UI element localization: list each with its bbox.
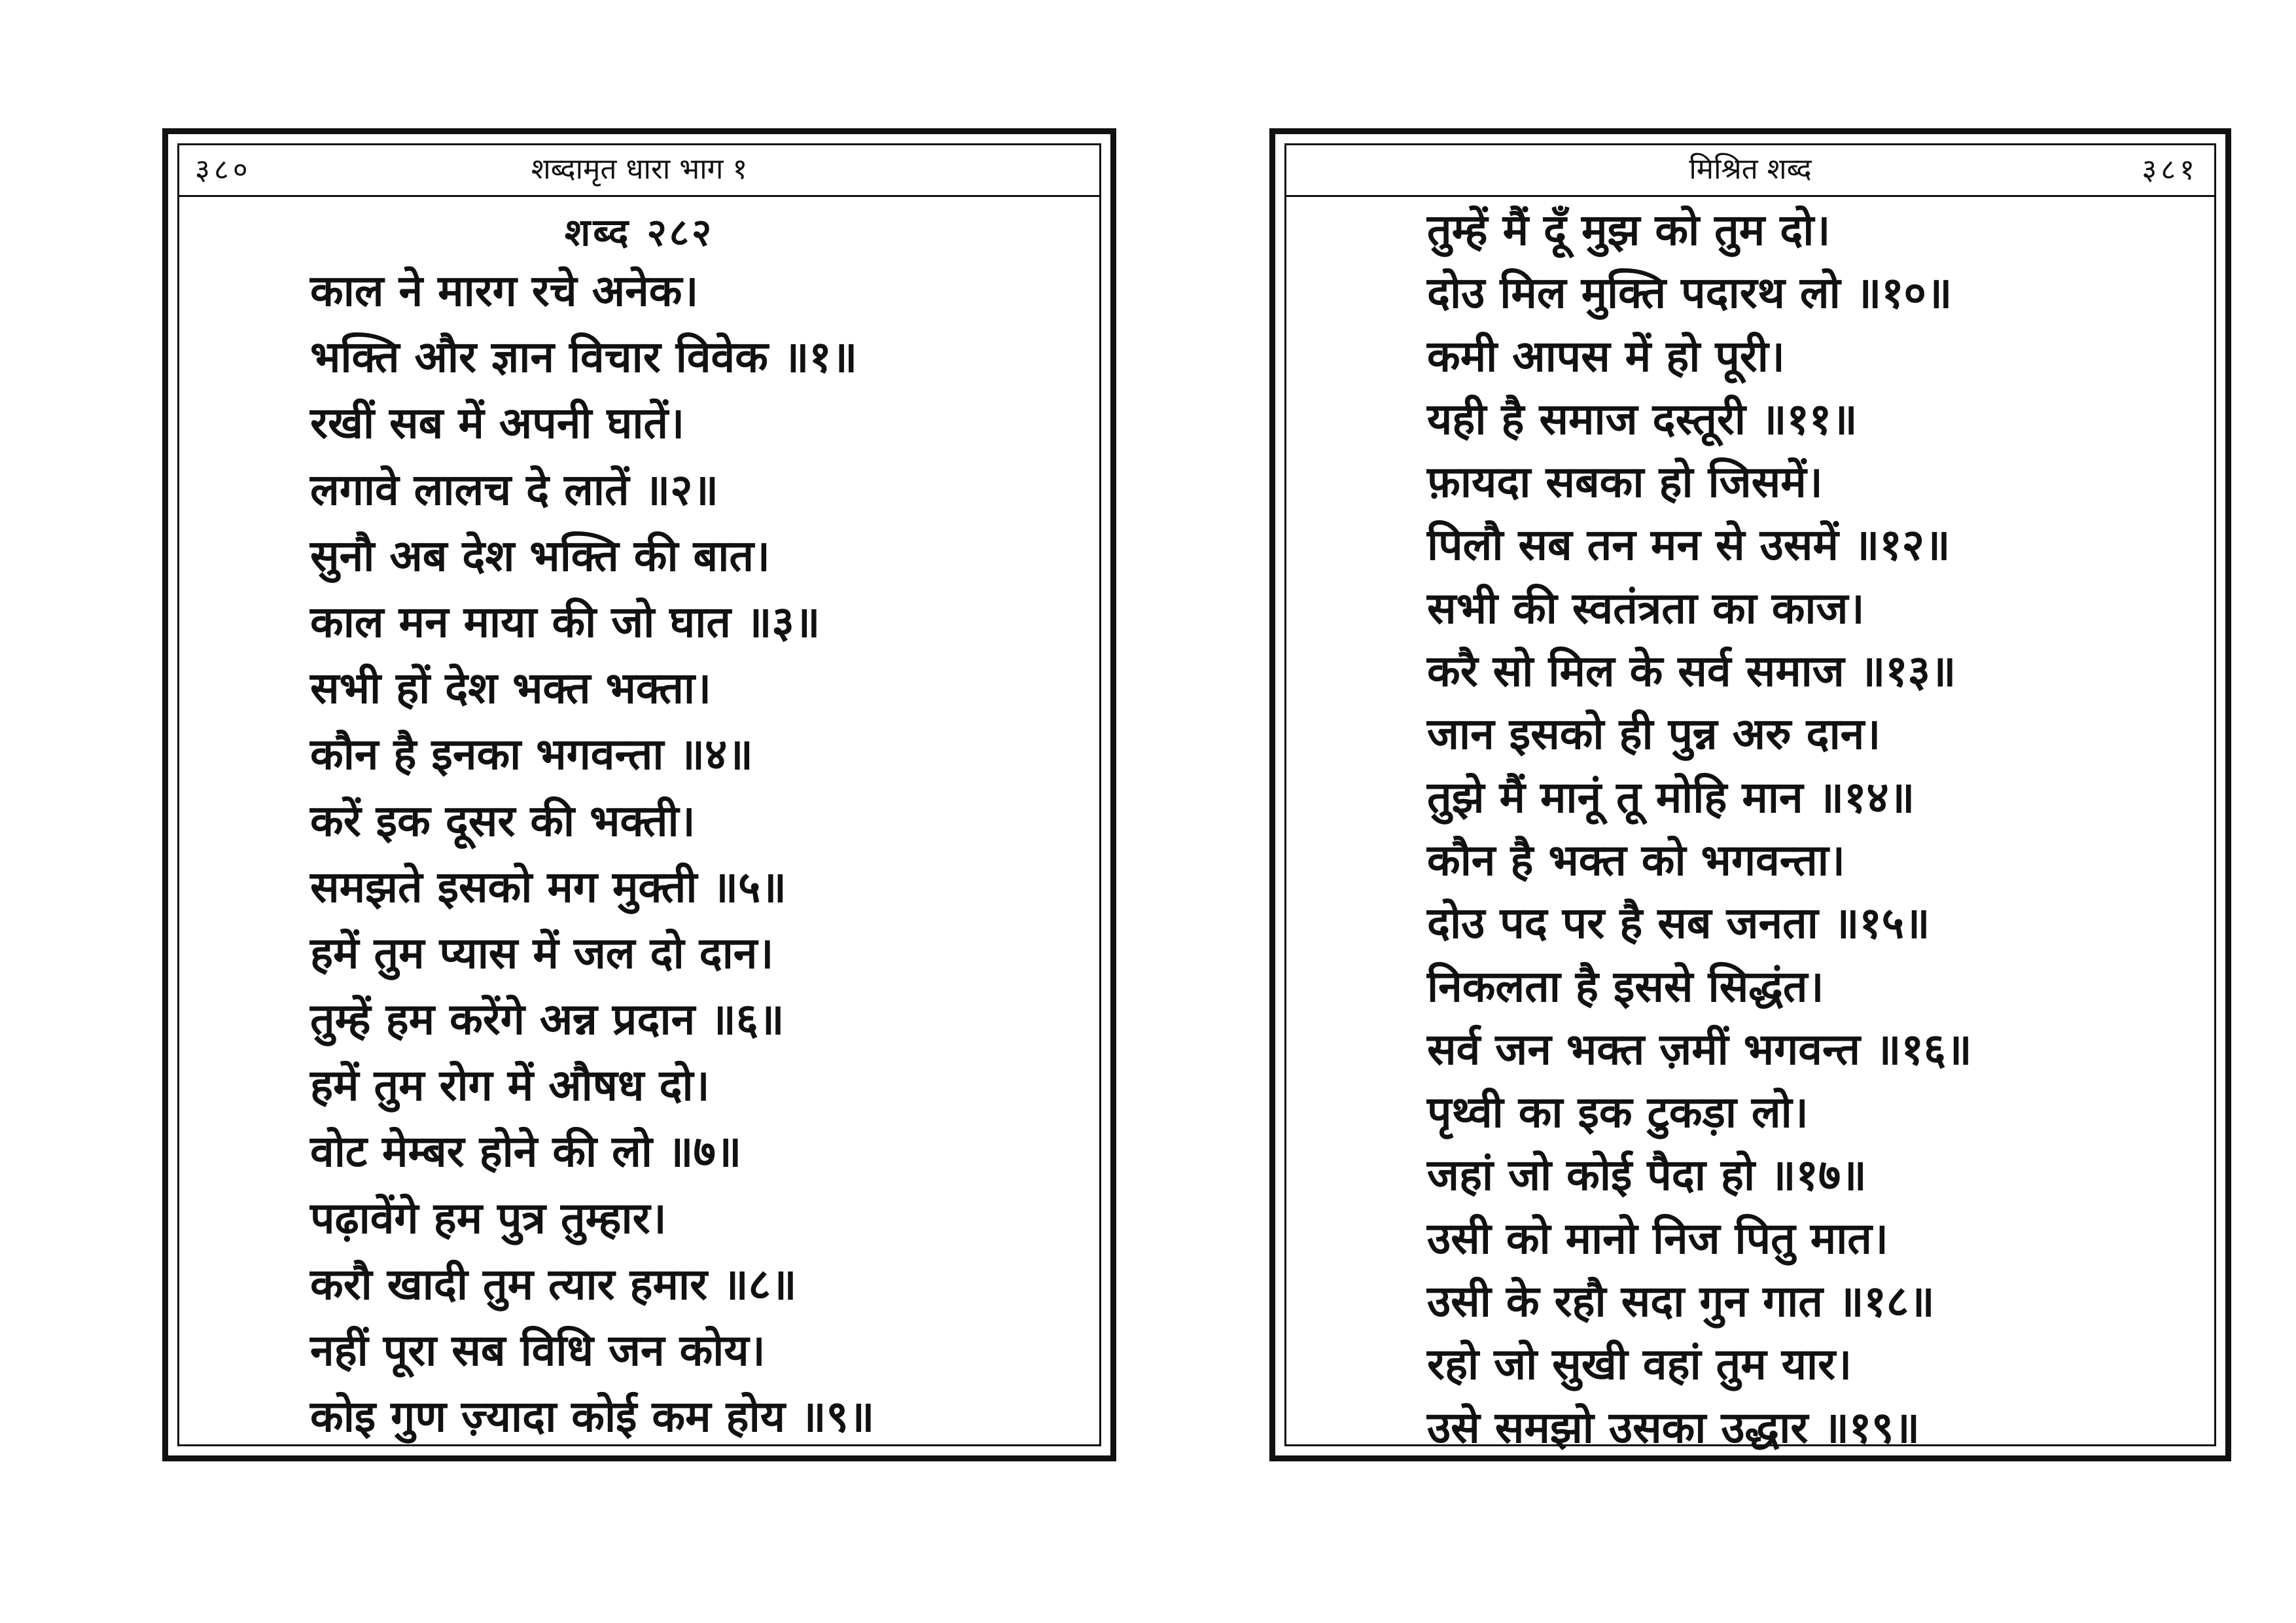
left-verse-line [310, 788, 984, 854]
left-verse-line-text: हमें तुम प्यास में जल दो दान। [310, 927, 774, 978]
left-verse-line-text: कौन है इनका भगवन्ता ॥४॥ [310, 729, 753, 780]
right-verse-line [1427, 514, 2117, 577]
left-verse-line [310, 457, 984, 523]
right-verse-line-text: जहां जो कोई पैदा हो ॥१७॥ [1427, 1150, 1867, 1201]
right-verse-line-text: उसे समझो उसका उद्धार ॥१९॥ [1427, 1402, 1920, 1453]
right-verse-line [1427, 451, 2117, 514]
left-verse-line [310, 1317, 984, 1383]
left-verse-line-text: करें इक दूसर की भक्ती। [310, 795, 696, 846]
left-verse-line [310, 1251, 984, 1317]
left-verse-line-text: रखीं सब में अपनी घातें। [310, 398, 685, 449]
left-verse-line-text: हमें तुम रोग में औषध दो। [310, 1060, 710, 1111]
left-verse-line [310, 1118, 984, 1185]
left-verse-line-text: लगावे लालच दे लातें ॥२॥ [310, 464, 719, 515]
right-verse-line-text: रहो जो सुखी वहां तुम यार। [1427, 1339, 1852, 1390]
right-verse-line [1427, 262, 2117, 325]
left-verse-line-text: पढ़ावेंगे हम पुत्र तुम्हार। [310, 1192, 667, 1243]
left-verse-block [310, 258, 984, 1450]
right-verse-line [1427, 703, 2117, 766]
right-page-number: ३८१ [2142, 153, 2199, 187]
left-verse-line [310, 390, 984, 456]
right-verse-line [1427, 1270, 2117, 1333]
right-verse-line [1427, 1397, 2117, 1459]
right-verse-line-text: तुम्हें मैं दूँ मुझ को तुम दो। [1427, 205, 1831, 255]
left-verse-line-text: काल मन माया की जो घात ॥३॥ [310, 596, 821, 647]
right-verse-line-text: उसी के रहौ सदा गुन गात ॥१८॥ [1427, 1276, 1935, 1327]
right-verse-line [1427, 1018, 2117, 1081]
right-verse-line [1427, 199, 2117, 262]
left-verse-line-text: करौ खादी तुम त्यार हमार ॥८॥ [310, 1258, 797, 1310]
left-verse-line [310, 920, 984, 986]
left-verse-line-text: सुनौ अब देश भक्ति की बात। [310, 530, 770, 581]
right-verse-line-text: उसी को मानो निज पितु मात। [1427, 1213, 1888, 1264]
left-verse-line-text: समझते इसको मग मुक्ती ॥५॥ [310, 861, 786, 912]
right-verse-line [1427, 1081, 2117, 1144]
right-verse-line-text: पिलौ सब तन मन से उसमें ॥१२॥ [1427, 520, 1951, 571]
right-verse-line-text: सर्व जन भक्त ज़मीं भगवन्त ॥१६॥ [1427, 1024, 1972, 1075]
right-verse-line [1427, 892, 2117, 955]
left-verse-line [310, 721, 984, 787]
left-verse-line [310, 1052, 984, 1118]
left-verse-line-text: तुम्हें हम करेंगे अन्न प्रदान ॥६॥ [310, 994, 785, 1045]
right-verse-line [1427, 577, 2117, 640]
right-verse-line [1427, 1207, 2117, 1270]
right-page [1269, 128, 2231, 1461]
right-verse-line-text: यही है समाज दस्तूरी ॥११॥ [1427, 393, 1858, 444]
right-verse-line [1427, 1144, 2117, 1207]
right-page-header [1286, 145, 2214, 197]
right-verse-line-text: निकलता है इससे सिद्धंत। [1427, 961, 1824, 1012]
right-verse-line [1427, 955, 2117, 1018]
right-verse-line [1427, 1333, 2117, 1396]
section-heading: शब्द २८२ [564, 210, 715, 255]
right-verse-line-text: फ़ायदा सबका हो जिसमें। [1427, 457, 1823, 508]
right-verse-line [1427, 829, 2117, 892]
left-verse-line-text: काल ने मारग रचे अनेक। [310, 266, 699, 316]
right-verse-line-text: कौन है भक्त को भगवन्ता। [1427, 834, 1845, 885]
right-verse-line [1427, 388, 2117, 451]
left-verse-line [310, 1185, 984, 1251]
left-page [162, 128, 1116, 1461]
left-verse-line [310, 986, 984, 1052]
right-verse-block [1427, 199, 2117, 1459]
left-verse-line [310, 523, 984, 589]
left-running-title: शब्दामृत धारा भाग १ [531, 152, 748, 186]
left-verse-line [310, 655, 984, 721]
left-verse-line-text: सभी हों देश भक्त भक्ता। [310, 663, 711, 714]
left-verse-line-text: भक्ति और ज्ञान विचार विवेक ॥१॥ [310, 332, 858, 383]
left-page-frame [177, 143, 1101, 1446]
right-verse-line [1427, 325, 2117, 388]
right-verse-line-text: कमी आपस में हो पूरी। [1427, 330, 1785, 382]
left-page-number: ३८० [195, 153, 252, 187]
right-verse-line [1427, 640, 2117, 703]
left-verse-line-text: नहीं पूरा सब विधि जन कोय। [310, 1325, 766, 1376]
left-verse-line [310, 854, 984, 920]
left-verse-line [310, 589, 984, 655]
left-verse-line [310, 324, 984, 390]
right-verse-line [1427, 766, 2117, 829]
right-running-title: मिश्रित शब्द [1689, 152, 1812, 186]
left-verse-line [310, 258, 984, 324]
right-verse-line-text: जान इसको ही पुन्न अरु दान। [1427, 709, 1881, 760]
left-page-header [179, 145, 1099, 197]
right-verse-line-text: करै सो मिल के सर्व समाज ॥१३॥ [1427, 646, 1956, 697]
right-verse-line-text: तुझे मैं मानूं तू मोहि मान ॥१४॥ [1427, 772, 1915, 823]
right-page-frame [1284, 143, 2216, 1453]
left-verse-line-text: वोट मेम्बर होने की लो ॥७॥ [310, 1126, 742, 1177]
left-verse-line-text: कोइ गुण ज़्यादा कोई कम होय ॥९॥ [310, 1391, 875, 1442]
left-verse-line [310, 1383, 984, 1450]
right-verse-line-text: दोउ मिल मुक्ति पदारथ लो ॥१०॥ [1427, 268, 1952, 319]
right-verse-line-text: सभी की स्वतंत्रता का काज। [1427, 582, 1865, 633]
right-verse-line-text: दोउ पद पर है सब जनता ॥१५॥ [1427, 898, 1930, 949]
right-verse-line-text: पृथ्वी का इक टुकड़ा लो। [1427, 1087, 1809, 1138]
